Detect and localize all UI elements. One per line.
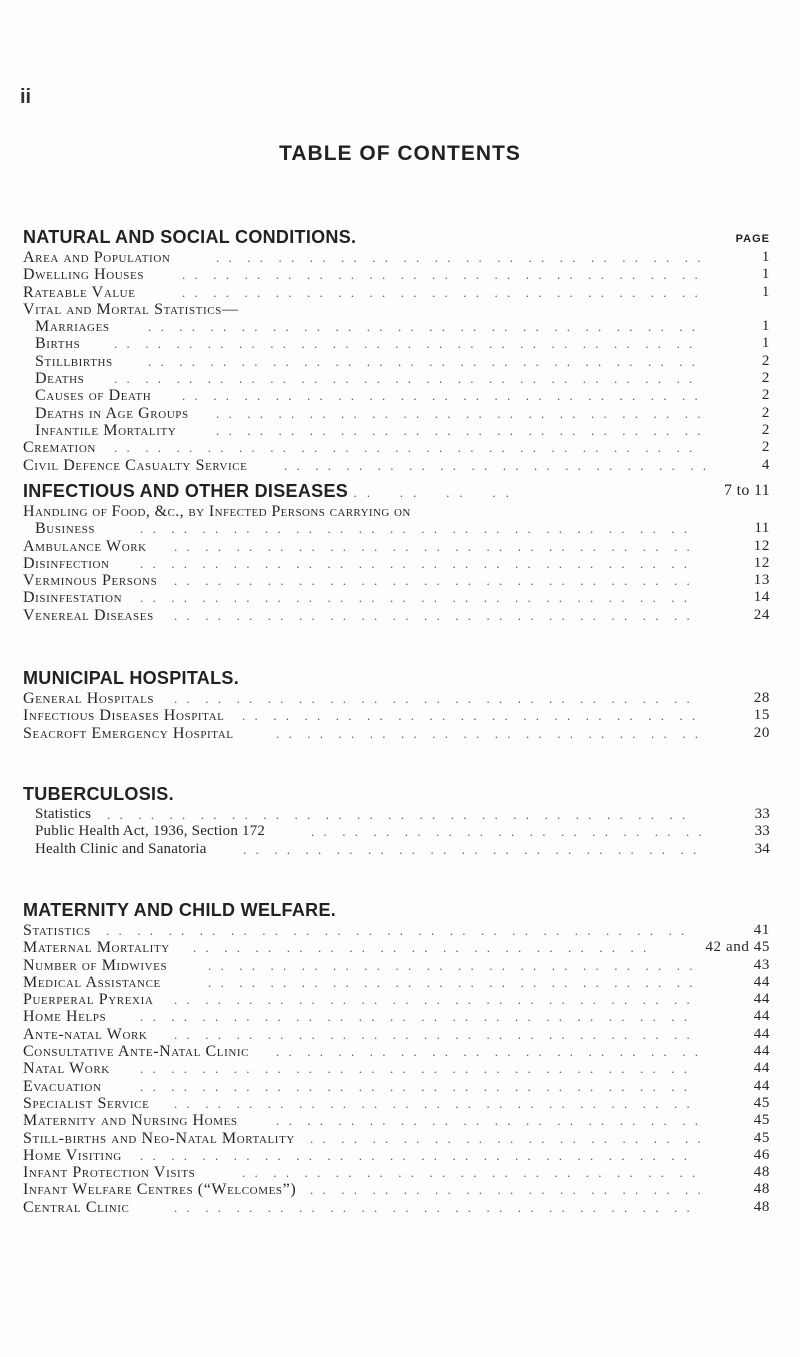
- toc-entry: [23, 690, 779, 707]
- toc-entry: [23, 957, 779, 974]
- toc-entry: [23, 405, 779, 422]
- section-heading-text: MUNICIPAL HOSPITALS.: [23, 668, 240, 688]
- toc-entry-page: 48: [753, 1164, 770, 1181]
- leader-dots: . . . . . . . . . . . . . . . . . . . . . . . . . . . . . . . . . .: [182, 388, 714, 404]
- toc-entry-page: 44: [753, 991, 770, 1008]
- toc-entry-page: 28: [753, 690, 770, 706]
- leader-dots: . . . . . . . . . . . . . . . . . . . . . . . . . . . . . . . . . . . .: [148, 353, 711, 369]
- entry-list: [23, 503, 779, 624]
- toc-entry: [23, 457, 779, 474]
- toc-entry-label: Home Visiting: [23, 1146, 122, 1164]
- toc-entry: [23, 707, 779, 724]
- leader-dots: . . . . . . . . . . . . . . . . . . . . . . . . . .: [310, 1182, 717, 1198]
- toc-entry-label: Natal Work: [23, 1060, 110, 1078]
- toc-entry: [23, 301, 779, 318]
- section-heading: [23, 782, 779, 806]
- toc-entry: [23, 1008, 779, 1025]
- toc-entry: [23, 422, 779, 439]
- toc-entry-page: 41: [753, 922, 770, 938]
- leader-dots: . . . . . . . . . . . . . . . . . . . . . . . . . . . . . . . . . .: [174, 1095, 706, 1111]
- toc-entry: [23, 1199, 779, 1216]
- leader-dots: . . . . . . . . . . . . . . . . . . . . . . . . . . . .: [276, 725, 714, 741]
- toc-entry-page: 48: [753, 1198, 770, 1215]
- toc-entry-label: Business: [35, 520, 96, 538]
- page-title: TABLE OF CONTENTS: [279, 142, 521, 165]
- toc-entry: [23, 922, 779, 939]
- toc-entry-page: 20: [753, 724, 770, 741]
- leader-dots: . . . . . . . . . . . . . . . . . . . . . . . . . . . . . . . . . . . .: [140, 555, 703, 571]
- leader-dots: . . . . . . . .: [353, 485, 513, 500]
- toc-entry-label: Vital and Mortal Statistics—: [23, 300, 239, 318]
- leader-dots: . . . . . . . . . . . . . . . . . . . . . . . . . . . . . . . . . . . .: [140, 1147, 703, 1163]
- toc-entry: [23, 555, 779, 572]
- toc-entry-page: 14: [753, 589, 770, 606]
- toc-entry-label: Consultative Ante-Natal Clinic: [23, 1043, 250, 1061]
- leader-dots: . . . . . . . . . . . . . . . . . . . . . . . . . . . . . . . . . .: [174, 992, 706, 1008]
- toc-entry: [23, 335, 779, 352]
- section-heading-text: TUBERCULOSIS.: [23, 784, 174, 804]
- toc-entry-label: Ante-natal Work: [23, 1025, 148, 1043]
- toc-entry: [23, 841, 779, 858]
- toc-entry-label: Statistics: [35, 806, 92, 822]
- toc-entry: [23, 439, 779, 456]
- entry-list: [23, 922, 779, 1216]
- toc-entry-page: 1: [761, 335, 770, 352]
- section-heading: [23, 898, 779, 922]
- toc-entry: [23, 725, 779, 742]
- toc-entry-label: Infant Protection Visits: [23, 1164, 196, 1182]
- section-tuberculosis: [23, 782, 779, 858]
- toc-entry-page: 1: [761, 266, 770, 283]
- toc-entry-page: 11: [754, 520, 770, 537]
- toc-entry-page: 48: [753, 1181, 770, 1198]
- leader-dots: . . . . . . . . . . . . . . . . . . . . . . . . . . . . . . . . . . . . . .: [114, 371, 708, 387]
- toc-entry-page: 2: [761, 404, 770, 421]
- leader-dots: . . . . . . . . . . . . . . . . . . . . . . . . . . . . . . . . . .: [174, 1199, 706, 1215]
- toc-entry-page: 45: [753, 1129, 770, 1146]
- toc-entry-label: Puerperal Pyrexia: [23, 991, 154, 1009]
- leader-dots: . . . . . . . . . . . . . . . . . . . . . . . . . . . .: [276, 1044, 714, 1060]
- leader-dots: . . . . . . . . . . . . . . . . . . . . . . . . . . . . . . . . . . . . . .: [114, 440, 708, 456]
- toc-entry-label: Marriages: [35, 318, 110, 336]
- toc-entry-label: Area and Population: [23, 249, 171, 266]
- toc-entry-label: Disinfection: [23, 554, 110, 572]
- toc-entry-page: 44: [753, 973, 770, 990]
- toc-entry-page: 12: [753, 537, 770, 554]
- leader-dots: . . . . . . . . . . . . . . . . . . . . . . . . . .: [311, 824, 718, 840]
- toc-entry-label: Stillbirths: [35, 352, 113, 370]
- toc-entry-page: 15: [753, 707, 770, 724]
- toc-entry-page: 43: [753, 956, 770, 973]
- toc-entry: [23, 1164, 779, 1181]
- toc-entry-label: Rateable Value: [23, 283, 136, 301]
- toc-entry: [23, 1112, 779, 1129]
- toc-entry-page: 33: [754, 806, 770, 822]
- toc-entry-label: Home Helps: [23, 1008, 107, 1026]
- section-natural-social-conditions: [23, 225, 779, 474]
- toc-entry-page: 13: [753, 572, 770, 589]
- toc-entry: [23, 823, 779, 840]
- section-heading-text: MATERNITY AND CHILD WELFARE.: [23, 900, 337, 920]
- toc-entry-label: Specialist Service: [23, 1094, 150, 1112]
- toc-entry-page: 2: [761, 421, 770, 438]
- toc-entry-page: 2: [761, 439, 770, 456]
- toc-entry: [23, 1147, 779, 1164]
- toc-entry: [23, 284, 779, 301]
- leader-dots: . . . . . . . . . . . . . . . . . . . . . . . . . . . . . . . . . .: [182, 267, 714, 283]
- page-number: ii: [20, 86, 32, 108]
- section-heading-pages: 7 to 11: [724, 482, 770, 499]
- toc-entry-label: Dwelling Houses: [23, 266, 145, 284]
- leader-dots: . . . . . . . . . . . . . . . . . . . . . . . . . . . . . . . . . . . . . .: [107, 807, 701, 822]
- toc-entry-label: Civil Defence Casualty Service: [23, 456, 248, 474]
- toc-entry: [23, 249, 779, 266]
- toc-entry: [23, 991, 779, 1008]
- toc-entry-label: Central Clinic: [23, 1198, 130, 1216]
- toc-entry-label: Number of Midwives: [23, 956, 168, 974]
- section-heading-text: NATURAL AND SOCIAL CONDITIONS.: [23, 227, 357, 247]
- toc-entry-label: Deaths: [35, 370, 85, 388]
- leader-dots: . . . . . . . . . . . . . . . . . . . . . . . . . . . . . . . . . .: [174, 538, 706, 554]
- toc-entry-label: Maternal Mortality: [23, 939, 170, 957]
- toc-entry-label: Disinfestation: [23, 589, 123, 607]
- leader-dots: . . . . . . . . . . . . . . . . . . . . . . . . . . . . . .: [242, 708, 711, 724]
- toc-entry-label: Handling of Food, &c., by Infected Persons carrying on: [23, 503, 411, 520]
- toc-entry-page: 1: [761, 318, 770, 335]
- toc-entry: [23, 353, 779, 370]
- toc-entry: [23, 538, 779, 555]
- toc-entry-label: Verminous Persons: [23, 572, 158, 590]
- toc-entry-page: 33: [754, 823, 770, 840]
- toc-entry-label: Births: [35, 335, 81, 353]
- leader-dots: . . . . . . . . . . . . . . . . . . . . . . . . . . . . . .: [243, 841, 712, 857]
- section-heading: [23, 225, 779, 249]
- toc-entry: [23, 520, 779, 537]
- toc-entry-page: 44: [753, 1060, 770, 1077]
- leader-dots: . . . . . . . . . . . . . . . . . . . . . . . . . . . . . .: [193, 940, 662, 956]
- leader-dots: . . . . . . . . . . . . . . . . . . . . . . . . . . . . . . . . . .: [174, 607, 706, 623]
- leader-dots: . . . . . . . . . . . . . . . . . . . . . . . . . . . . . . . .: [216, 405, 716, 421]
- leader-dots: . . . . . . . . . . . . . . . . . . . . . . . . . . . . . . . .: [216, 422, 716, 438]
- toc-entry-label: Public Health Act, 1936, Section 172: [35, 823, 266, 840]
- toc-entry: [23, 974, 779, 991]
- leader-dots: . . . . . . . . . . . . . . . . . . . . . . . . . .: [310, 1130, 717, 1146]
- leader-dots: . . . . . . . . . . . . . . . . . . . . . . . . . . . . . . . . . . . . . .: [106, 923, 700, 938]
- toc-entry: [23, 607, 779, 624]
- toc-entry-label: Maternity and Nursing Homes: [23, 1112, 238, 1130]
- section-heading: [23, 479, 779, 503]
- toc-entry-label: Health Clinic and Sanatoria: [35, 840, 207, 857]
- section-heading: [23, 666, 779, 690]
- leader-dots: . . . . . . . . . . . . . . . . . . . . . . . . . . . . . . . . . . . .: [140, 1078, 703, 1094]
- leader-dots: . . . . . . . . . . . . . . . . . . . . . . . . . . . . . . . .: [208, 974, 708, 990]
- toc-entry-page: 2: [761, 370, 770, 387]
- toc-entry-page: 2: [761, 387, 770, 404]
- toc-entry: [23, 503, 779, 520]
- toc-entry: [23, 387, 779, 404]
- entry-list: [23, 249, 779, 474]
- toc-entry: [23, 1181, 779, 1198]
- toc-entry-label: Infectious Diseases Hospital: [23, 707, 225, 725]
- toc-entry-page: 42 and 45: [705, 939, 770, 956]
- toc-entry-label: Causes of Death: [35, 387, 152, 405]
- toc-entry: [23, 1060, 779, 1077]
- toc-entry-page: 2: [761, 352, 770, 369]
- toc-entry-page: 44: [753, 1043, 770, 1060]
- toc-entry: [23, 318, 779, 335]
- leader-dots: . . . . . . . . . . . . . . . . . . . . . . . . . . . . . . . . . .: [182, 284, 714, 300]
- toc-entry-page: 4: [761, 456, 770, 473]
- toc-entry-page: 44: [753, 1008, 770, 1025]
- leader-dots: . . . . . . . . . . . . . . . . . . . . . . . . . . . . . . . . . . . .: [148, 319, 711, 335]
- toc-entry: [23, 1130, 779, 1147]
- entry-list: [23, 690, 779, 742]
- toc-entry: [23, 1043, 779, 1060]
- toc-entry-label: Deaths in Age Groups: [35, 404, 189, 422]
- toc-entry-page: 1: [761, 249, 770, 265]
- toc-entry-page: 45: [753, 1094, 770, 1111]
- toc-entry-label: Cremation: [23, 439, 96, 457]
- toc-entry-label: Infantile Mortality: [35, 421, 177, 439]
- toc-entry-label: Statistics: [23, 922, 91, 939]
- toc-entry: [23, 939, 779, 956]
- toc-entry: [23, 589, 779, 606]
- leader-dots: . . . . . . . . . . . . . . . . . . . . . . . . . . . . . . . . . . . .: [140, 1009, 703, 1025]
- toc-entry: [23, 1078, 779, 1095]
- toc-entry-page: 1: [761, 283, 770, 300]
- leader-dots: . . . . . . . . . . . . . . . . . . . . . . . . . . . . . . . .: [208, 957, 708, 973]
- section-municipal-hospitals: [23, 666, 779, 742]
- toc-entry-label: Venereal Diseases: [23, 606, 154, 624]
- section-infectious-diseases: [23, 479, 779, 624]
- toc-entry-label: Seacroft Emergency Hospital: [23, 724, 234, 742]
- leader-dots: . . . . . . . . . . . . . . . . . . . . . . . . . . . . . . . . . . . .: [140, 1061, 703, 1077]
- section-heading-text: INFECTIOUS AND OTHER DISEASES: [23, 481, 349, 501]
- toc-entry-page: 46: [753, 1146, 770, 1163]
- toc-entry-page: 34: [754, 840, 770, 857]
- toc-entry-label: Ambulance Work: [23, 537, 147, 555]
- toc-entry-page: 44: [753, 1025, 770, 1042]
- toc-entry: [23, 1026, 779, 1043]
- toc-entry: [23, 266, 779, 283]
- leader-dots: . . . . . . . . . . . . . . . . . . . . . . . . . . . . . . . . . . . .: [140, 521, 703, 537]
- section-maternity-child-welfare: [23, 898, 779, 1216]
- leader-dots: . . . . . . . . . . . . . . . . . . . . . . . . . . . . . . . . . .: [174, 1026, 706, 1042]
- toc-entry: [23, 572, 779, 589]
- toc-entry-label: Still-births and Neo-Natal Mortality: [23, 1129, 295, 1147]
- toc-entry-label: Evacuation: [23, 1077, 102, 1095]
- leader-dots: . . . . . . . . . . . . . . . . . . . . . . . . . . . .: [284, 457, 722, 473]
- leader-dots: . . . . . . . . . . . . . . . . . . . . . . . . . . . .: [276, 1113, 714, 1129]
- entry-list: [23, 806, 779, 858]
- page-column-label: PAGE: [735, 233, 770, 245]
- leader-dots: . . . . . . . . . . . . . . . . . . . . . . . . . . . . . .: [242, 1165, 711, 1181]
- leader-dots: . . . . . . . . . . . . . . . . . . . . . . . . . . . . . . . .: [216, 250, 716, 265]
- toc-entry-label: General Hospitals: [23, 690, 155, 707]
- toc-entry-page: 45: [753, 1112, 770, 1129]
- toc-entry-page: 44: [753, 1077, 770, 1094]
- leader-dots: . . . . . . . . . . . . . . . . . . . . . . . . . . . . . . . . . . . . . .: [114, 336, 708, 352]
- leader-dots: . . . . . . . . . . . . . . . . . . . . . . . . . . . . . . . . . .: [174, 691, 706, 706]
- leader-dots: . . . . . . . . . . . . . . . . . . . . . . . . . . . . . . . . . . . .: [140, 590, 703, 606]
- toc-entry: [23, 806, 779, 823]
- toc-entry-label: Infant Welfare Centres (“Welcomes”): [23, 1181, 297, 1199]
- toc-entry: [23, 370, 779, 387]
- toc-entry-page: 12: [753, 554, 770, 571]
- toc-entry: [23, 1095, 779, 1112]
- toc-entry-page: 24: [753, 606, 770, 623]
- leader-dots: . . . . . . . . . . . . . . . . . . . . . . . . . . . . . . . . . .: [174, 573, 706, 589]
- toc-entry-label: Medical Assistance: [23, 973, 161, 991]
